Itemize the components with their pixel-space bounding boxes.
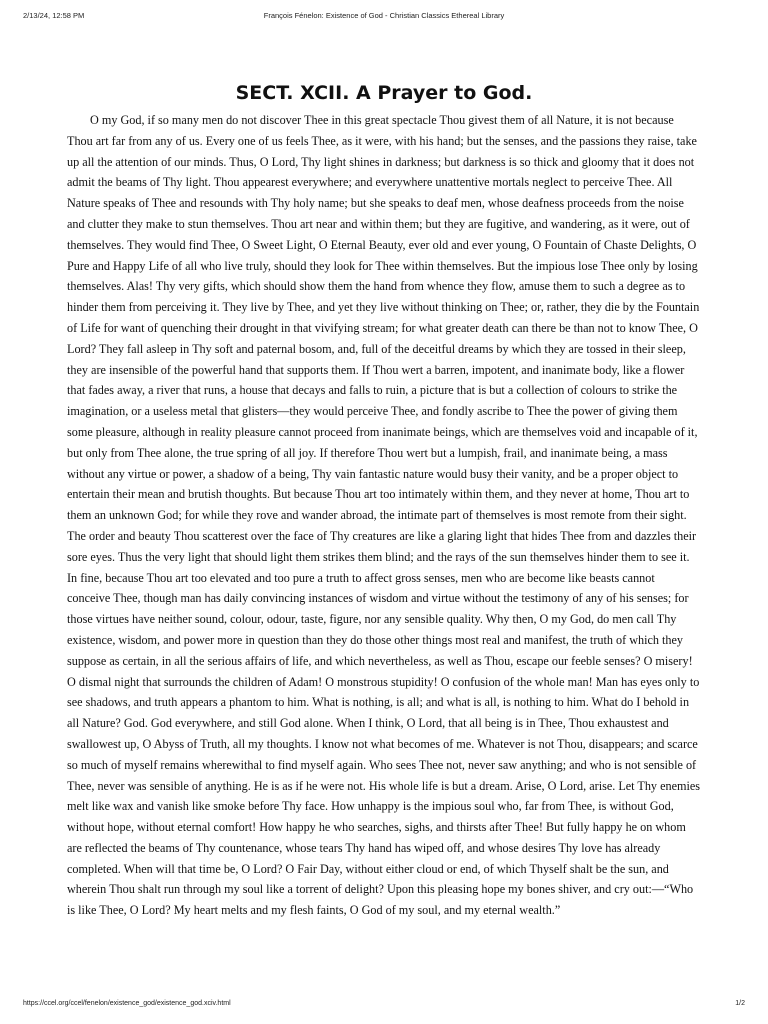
document-content (67, 80, 701, 921)
print-footer (23, 1000, 745, 1010)
section-heading: SECT. XCII. A Prayer to God. (235, 82, 533, 104)
page-number: 1/2 (735, 1000, 745, 1007)
print-date: 2/13/24, 12:58 PM (23, 11, 85, 20)
print-header (23, 11, 745, 23)
print-url[interactable]: https://ccel.org/ccel/fenelon/existence_god/existence_god.xciv.html (23, 1000, 231, 1007)
print-page-title: François Fénelon: Existence of God - Christian Classics Ethereal Library (263, 11, 505, 20)
prayer-paragraph: O my God, if so many men do not discover Thee in this great spectacle Thou givest them of all Nature, it is not because Thou art far from any of us. Every one of us feels Thee, as it were, with his hand; but the senses, and the passions they raise, take up all the attention of our minds. Thus, O Lord, Thy light shines in darkness; but darkness is so thick and gloomy that it does not admit the beams of Thy light. Thou appearest everywhere; and everywhere unattentive mortals neglect to perceive Thee. All Nature speaks of Thee and resounds with Thy holy name; but she speaks to deaf men, whose deafness proceeds from the noise and clutter they make to stun themselves. Thou art near and within them; but they are fugitive, and wandering, as it were, out of themselves. They would find Thee, O Sweet Light, O Eternal Beauty, ever old and ever young, O Fountain of Chaste Delights, O Pure and Happy Life of all who live truly, should they look for Thee within themselves. But the impious lose Thee only by losing themselves. Alas! Thy very gifts, which should show them the hand from whence they flow, amuse them to such a degree as to hinder them from perceiving it. They live by Thee, and yet they live without thinking on Thee; or, rather, they die by the Fountain of Life for want of quenching their drought in that vivifying stream; for what greater death can there be than not to know Thee, O Lord? They fall asleep in Thy soft and paternal bosom, and, full of the deceitful dreams by which they are tossed in their sleep, they are insensible of the powerful hand that supports them. If Thou wert a barren, impotent, and inanimate body, like a flower that fades away, a river that runs, a house that decays and falls to ruin, a picture that is but a collection of colours to strike the imagination, or a useless metal that glisters—they would perceive Thee, and fondly ascribe to Thee the power of giving them some pleasure, although in reality pleasure cannot proceed from inanimate beings, which are themselves void and incapable of it, but only from Thee alone, the true spring of all joy. If therefore Thou wert but a lumpish, frail, and inanimate being, a mass without any virtue or power, a shadow of a being, Thy vain fantastic nature would busy their vanity, and be a proper object to entertain their mean and brutish thoughts. But because Thou art too intimately within them, and they never at home, Thou art to them an unknown God; for while they rove and wander abroad, the intimate part of themselves is most remote from their sight. The order and beauty Thou scatterest over the face of Thy creatures are like a glaring light that hides Thee from and dazzles their sore eyes. Thus the very light that should light them strikes them blind; and the rays of the sun themselves hinder them to see it. In fine, because Thou art too elevated and too pure a truth to affect gross senses, men who are become like beasts cannot conceive Thee, though man has daily convincing instances of wisdom and virtue without the testimony of any of his senses; for those virtues have neither sound, colour, odour, taste, figure, nor any sensible quality. Why then, O my God, do men call Thy existence, wisdom, and power more in question than they do those other things most real and manifest, the truth of which they suppose as certain, in all the serious affairs of life, and which nevertheless, as well as Thou, escape our feeble senses? O misery! O dismal night that surrounds the children of Adam! O monstrous stupidity! O confusion of the whole man! Man has eyes only to see shadows, and truth appears a phantom to him. What is nothing, is all; and what is all, is nothing to him. What do I behold in all Nature? God. God everywhere, and still God alone. When I think, O Lord, that all being is in Thee, Thou exhaustest and swallowest up, O Abyss of Truth, all my thoughts. I know not what becomes of me. Whatever is not Thou, disappears; and scarce so much of myself remains wherewithal to find myself again. Who sees Thee not, never saw anything; and who is not sensible of Thee, never was sensible of anything. He is as if he were not. His whole life is but a dream. Arise, O Lord, arise. Let Thy enemies melt like wax and vanish like smoke before Thy face. How unhappy is the impious soul who, far from Thee, is without God, without hope, without eternal comfort! How happy he who searches, sighs, and thirsts after Thee! But fully happy he on whom are reflected the beams of Thy countenance, whose tears Thy hand has wiped off, and whose desires Thy love has already completed. When will that time be, O Lord? O Fair Day, without either cloud or end, of which Thyself shalt be the sun, and wherein Thou shalt run through my soul like a torrent of delight? Upon this pleasing hope my bones shiver, and cry out:—“Who is like Thee, O Lord? My heart melts and my flesh faints, O God of my soul, and my eternal wealth.” (67, 113, 701, 918)
